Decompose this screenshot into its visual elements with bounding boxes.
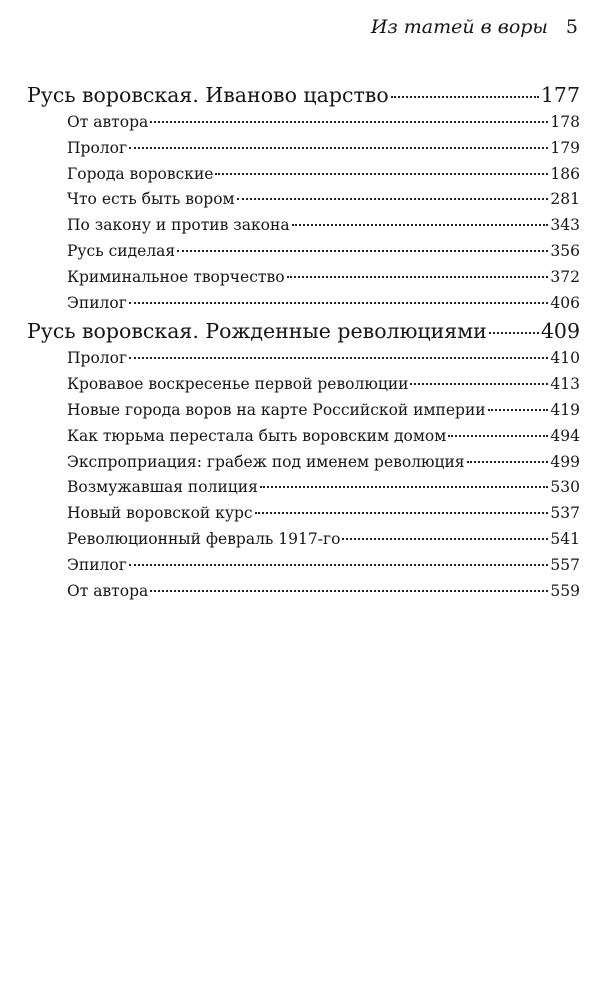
toc-chapter (27, 213, 580, 239)
toc-chapter-page: 178 (550, 113, 580, 131)
toc-chapter (27, 579, 580, 605)
toc-chapter (27, 424, 580, 450)
toc-chapter-page: 530 (550, 478, 580, 497)
leader-dots (129, 564, 549, 566)
toc-part-page: 409 (540, 319, 580, 344)
leader-dots (177, 250, 548, 252)
toc-chapter (27, 475, 580, 501)
leader-dots (342, 538, 548, 540)
toc-part (27, 80, 580, 110)
toc-chapter (27, 265, 580, 291)
toc-chapter-title: Криминальное творчество (67, 267, 285, 286)
toc-part-title: Русь воровская. Иваново царство (27, 83, 389, 107)
toc-chapter (27, 372, 580, 398)
leader-dots (129, 147, 548, 149)
running-header (371, 16, 578, 38)
leader-dots (129, 357, 548, 359)
toc-chapter (27, 527, 580, 553)
toc-chapter-title: Что есть быть вором (67, 190, 235, 209)
leader-dots (150, 121, 548, 123)
leader-dots (287, 276, 549, 278)
leader-dots (260, 486, 549, 488)
toc-chapter-page: 406 (550, 293, 580, 312)
toc-chapter-page: 356 (550, 241, 580, 260)
toc-chapter-page: 410 (550, 349, 580, 368)
toc-chapter (27, 450, 580, 476)
leader-dots (150, 590, 548, 592)
toc-chapter (27, 291, 580, 317)
toc-chapter-title: Как тюрьма перестала быть воровским домом (67, 426, 447, 445)
toc-chapter (27, 162, 580, 188)
toc-chapter-title: Города воровские (67, 164, 214, 183)
leader-dots (129, 302, 549, 304)
toc-chapter-page: 179 (550, 138, 580, 157)
toc-chapter-page: 372 (550, 267, 580, 286)
running-title: Из татей в воры (370, 16, 548, 38)
toc-chapter-page: 186 (550, 164, 580, 183)
toc-chapter-title: Эпилог (67, 293, 127, 312)
toc-chapter-title: Возмужавшая полиция (67, 478, 258, 497)
toc-chapter-title: Кровавое воскресенье первой революции (67, 375, 409, 394)
leader-dots (410, 383, 548, 385)
toc-chapter-title: Пролог (67, 138, 128, 157)
toc-chapter-title: От автора (67, 113, 149, 131)
toc-chapter-title: Новые города воров на карте Российской империи (67, 400, 486, 419)
toc-chapter-title: От автора (67, 581, 149, 600)
toc-chapter-title: По закону и против закона (67, 216, 290, 235)
leader-dots (391, 96, 539, 98)
toc-chapter (27, 187, 580, 213)
table-of-contents (27, 80, 580, 604)
toc-chapter-title: Новый воровской курс (67, 504, 253, 523)
leader-dots (467, 461, 549, 463)
toc-chapter-page: 281 (550, 190, 580, 209)
leader-dots (448, 435, 548, 437)
toc-chapter (27, 136, 580, 162)
page-number: 5 (565, 16, 578, 38)
toc-chapter-page: 343 (550, 216, 580, 235)
toc-part-page: 177 (540, 83, 580, 107)
toc-chapter-title: Русь сиделая (67, 241, 176, 260)
toc-chapter-page: 499 (550, 452, 580, 471)
toc-part-title: Русь воровская. Рожденные революциями (27, 319, 487, 344)
toc-chapter-page: 557 (550, 555, 580, 574)
toc-chapter-page: 559 (550, 581, 580, 600)
toc-part (27, 316, 580, 346)
toc-chapter (27, 346, 580, 372)
toc-chapter-title: Эпилог (67, 555, 127, 574)
toc-chapter-page: 541 (550, 529, 580, 548)
toc-chapter-page: 413 (550, 375, 580, 394)
toc-chapter (27, 239, 580, 265)
leader-dots (237, 198, 549, 200)
toc-chapter (27, 398, 580, 424)
toc-chapter (27, 553, 580, 579)
toc-chapter-title: Пролог (67, 349, 128, 368)
toc-chapter (27, 501, 580, 527)
leader-dots (255, 512, 549, 514)
toc-chapter-title: Революционный февраль 1917-го (67, 529, 341, 548)
leader-dots (488, 409, 549, 411)
toc-chapter (27, 110, 580, 136)
leader-dots (292, 224, 549, 226)
toc-chapter-title: Экспроприация: грабеж под именем революция (67, 452, 465, 471)
toc-chapter-page: 494 (550, 426, 580, 445)
toc-chapter-page: 537 (550, 504, 580, 523)
leader-dots (215, 173, 548, 175)
leader-dots (489, 332, 539, 334)
toc-chapter-page: 419 (550, 400, 580, 419)
